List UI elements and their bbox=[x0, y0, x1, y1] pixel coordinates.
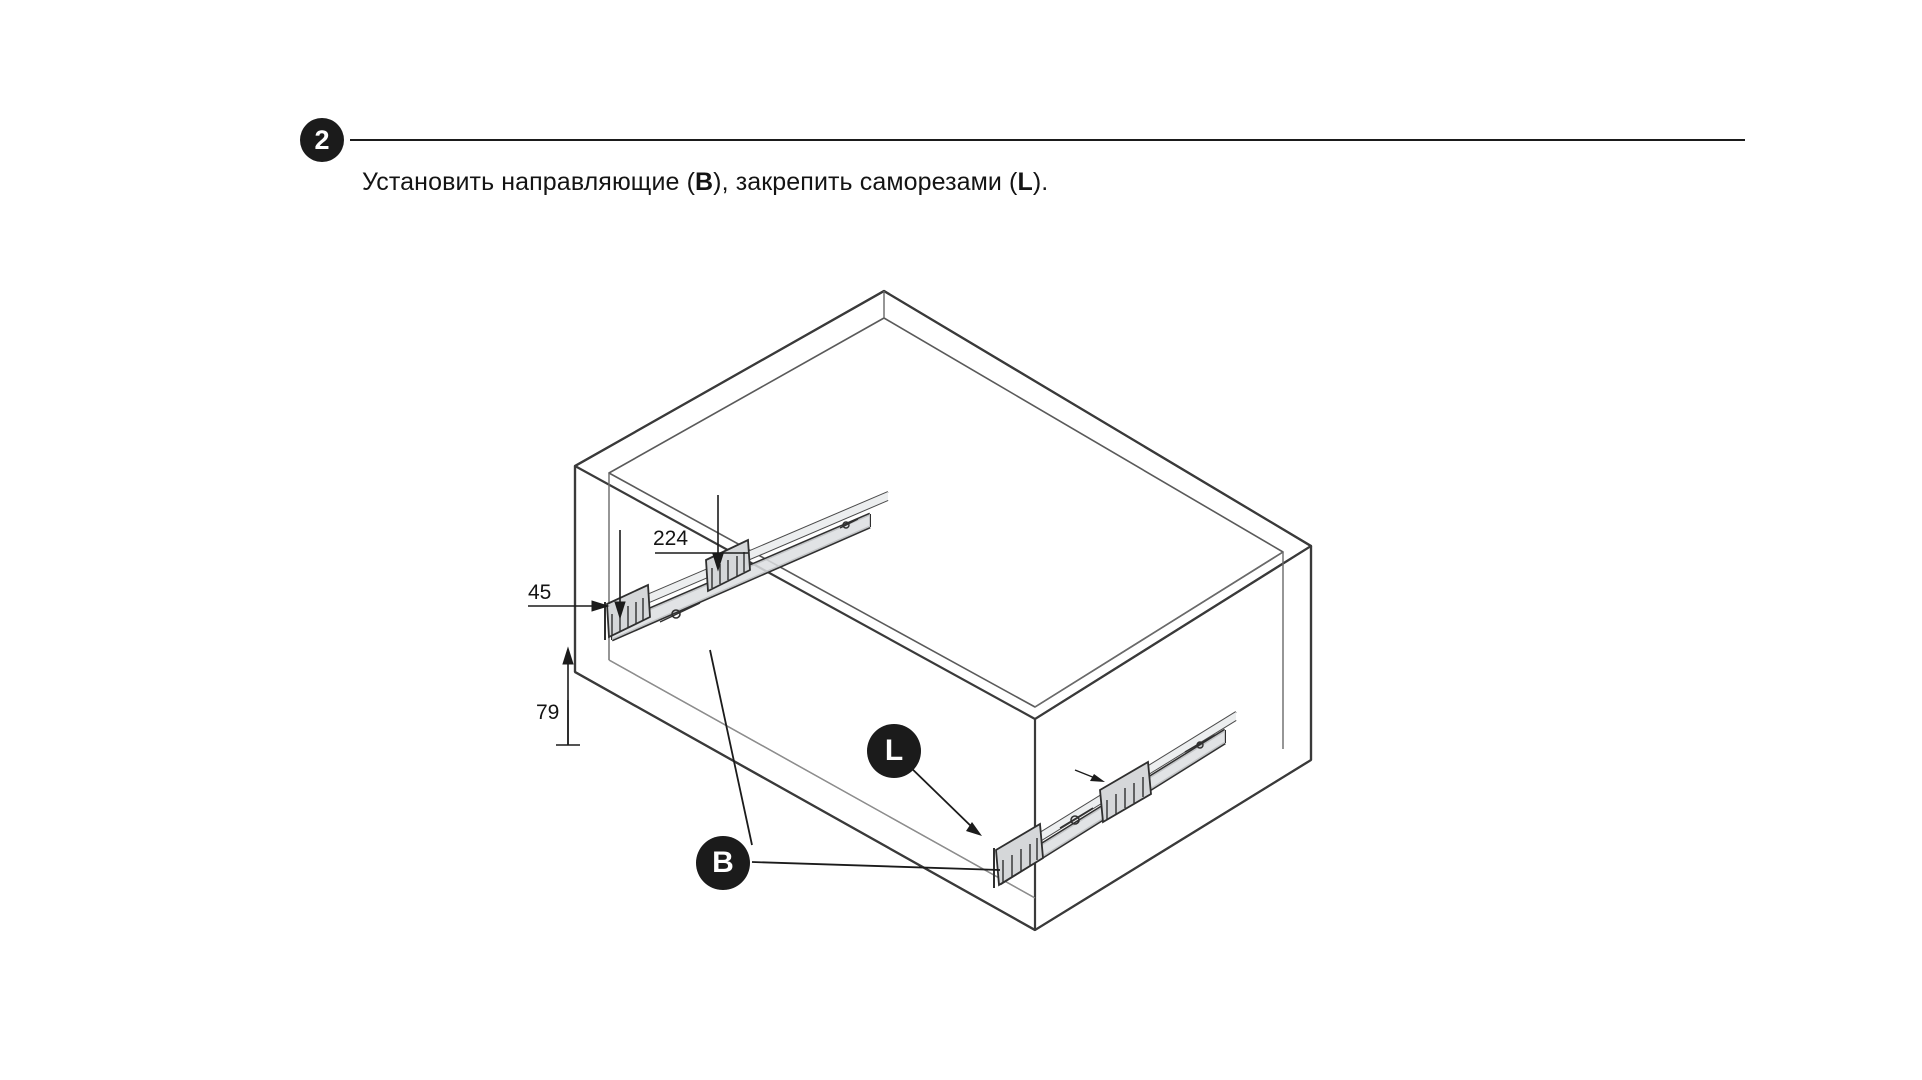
dimension-label-224: 224 bbox=[653, 527, 689, 550]
dimension-label-45: 45 bbox=[528, 581, 552, 604]
step-number-badge: 2 bbox=[300, 118, 344, 162]
leader-line bbox=[710, 650, 752, 845]
leader-line bbox=[905, 762, 975, 830]
instruction-prefix: Установить направляющие ( bbox=[362, 168, 696, 196]
dimension-label-79: 79 bbox=[536, 701, 560, 724]
instruction-middle: ), закрепить саморезами ( bbox=[713, 168, 1018, 196]
instruction-part-b: B bbox=[695, 168, 714, 196]
instruction-suffix: ). bbox=[1032, 168, 1049, 196]
leader-line bbox=[752, 862, 1000, 870]
callout-bubble-l: L bbox=[867, 724, 921, 778]
callout-bubble-b: B bbox=[696, 836, 750, 890]
instruction-part-l: L bbox=[1017, 168, 1033, 196]
drawer-runner-right bbox=[994, 712, 1236, 888]
drawer-runner-left bbox=[605, 492, 888, 640]
